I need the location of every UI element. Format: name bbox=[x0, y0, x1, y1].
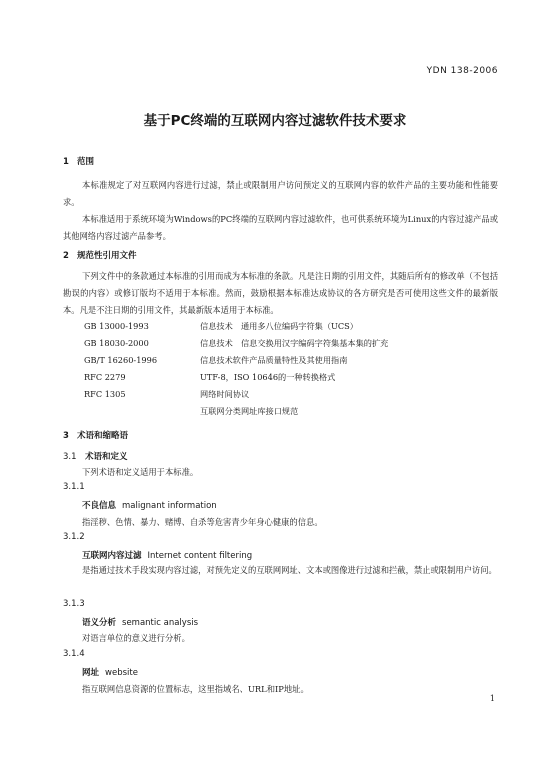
term-zh: 互联网内容过滤 bbox=[82, 551, 142, 561]
section-1-heading bbox=[63, 155, 94, 167]
document-title: 基于PC终端的互联网内容过滤软件技术要求 bbox=[143, 113, 407, 129]
ref-code: GB 18030-2000 bbox=[84, 338, 149, 348]
ref-code: RFC 2279 bbox=[84, 372, 126, 382]
section-title: 规范性引用文件 bbox=[77, 251, 137, 261]
standard-code: YDN 138-2006 bbox=[426, 66, 498, 76]
term-definition: 是指通过技术手段实现内容过滤，对预先定义的互联网网址、文本或图像进行过滤和拦截，禁止或限制用户访问。 bbox=[82, 565, 497, 575]
ref-title: 互联网分类网址库接口规范 bbox=[200, 406, 299, 416]
term-zh: 网址 bbox=[82, 668, 100, 678]
term-en: malignant information bbox=[122, 501, 217, 511]
term-en: website bbox=[105, 668, 138, 678]
section-3-heading bbox=[63, 429, 128, 441]
normative-refs-paragraph: 下列文件中的条款通过本标准的引用而成为本标准的条款。凡是注日期的引用文件，其随后所有的修改单（不包括勘误的内容）或修订版均不适用于本标准。然而，鼓励根据本标准达成协议的各方研究是否可使用这些文件的最新版本。凡是不注日期的引用文件，其最新版本适用于本标准。 bbox=[63, 271, 498, 315]
section-number: 3 bbox=[63, 431, 69, 441]
ref-code: RFC 1305 bbox=[84, 389, 126, 399]
term-number: 3.1.3 bbox=[63, 599, 85, 609]
term-zh: 语义分析 bbox=[82, 618, 117, 628]
scope-paragraph-2: 本标准适用于系统环境为Windows的PC终端的互联网内容过滤软件，也可供系统环境为Linux的内容过滤产品或其他网络内容过滤产品参考。 bbox=[63, 214, 498, 241]
ref-code: GB/T 16260-1996 bbox=[84, 355, 158, 365]
term-heading bbox=[82, 666, 138, 678]
term-en: semantic analysis bbox=[122, 618, 199, 628]
section-number: 1 bbox=[63, 157, 69, 167]
section-title: 范围 bbox=[77, 157, 95, 167]
term-number: 3.1.2 bbox=[63, 532, 85, 542]
ref-title: 网络时间协议 bbox=[200, 389, 250, 399]
ref-title: 信息技术软件产品质量特性及其使用指南 bbox=[200, 355, 348, 365]
term-heading bbox=[82, 499, 217, 511]
term-en: Internet content filtering bbox=[147, 551, 253, 561]
subsection-number: 3.1 bbox=[63, 452, 77, 462]
term-number: 3.1.1 bbox=[63, 482, 85, 492]
term-heading bbox=[82, 549, 252, 561]
ref-title: UTF-8，ISO 10646的一种转换格式 bbox=[200, 372, 336, 382]
ref-title: 信息技术 信息交换用汉字编码字符集基本集的扩充 bbox=[200, 338, 389, 348]
subsection-title: 术语和定义 bbox=[85, 452, 128, 462]
term-heading bbox=[82, 616, 198, 628]
section-2-heading bbox=[63, 249, 137, 261]
term-definition: 指淫秽、色情、暴力、赌博、自杀等危害青少年身心健康的信息。 bbox=[82, 517, 323, 527]
term-number: 3.1.4 bbox=[63, 649, 85, 659]
scope-paragraph-1: 本标准规定了对互联网内容进行过滤，禁止或限制用户访问预定义的互联网内容的软件产品的主要功能和性能要求。 bbox=[63, 180, 498, 207]
page-number: 1 bbox=[489, 694, 495, 703]
subsection-3-1-heading bbox=[63, 450, 128, 462]
ref-code: GB 13000-1993 bbox=[84, 321, 149, 331]
section-number: 2 bbox=[63, 251, 69, 261]
term-zh: 不良信息 bbox=[82, 501, 117, 511]
term-definition: 指互联网信息资源的位置标志，这里指域名、URL和IP地址。 bbox=[82, 684, 309, 694]
ref-title: 信息技术 通用多八位编码字符集（UCS） bbox=[200, 321, 358, 331]
term-definition: 对语言单位的意义进行分析。 bbox=[82, 633, 190, 643]
section-title: 术语和缩略语 bbox=[77, 431, 129, 441]
terms-intro: 下列术语和定义适用于本标准。 bbox=[82, 467, 199, 477]
